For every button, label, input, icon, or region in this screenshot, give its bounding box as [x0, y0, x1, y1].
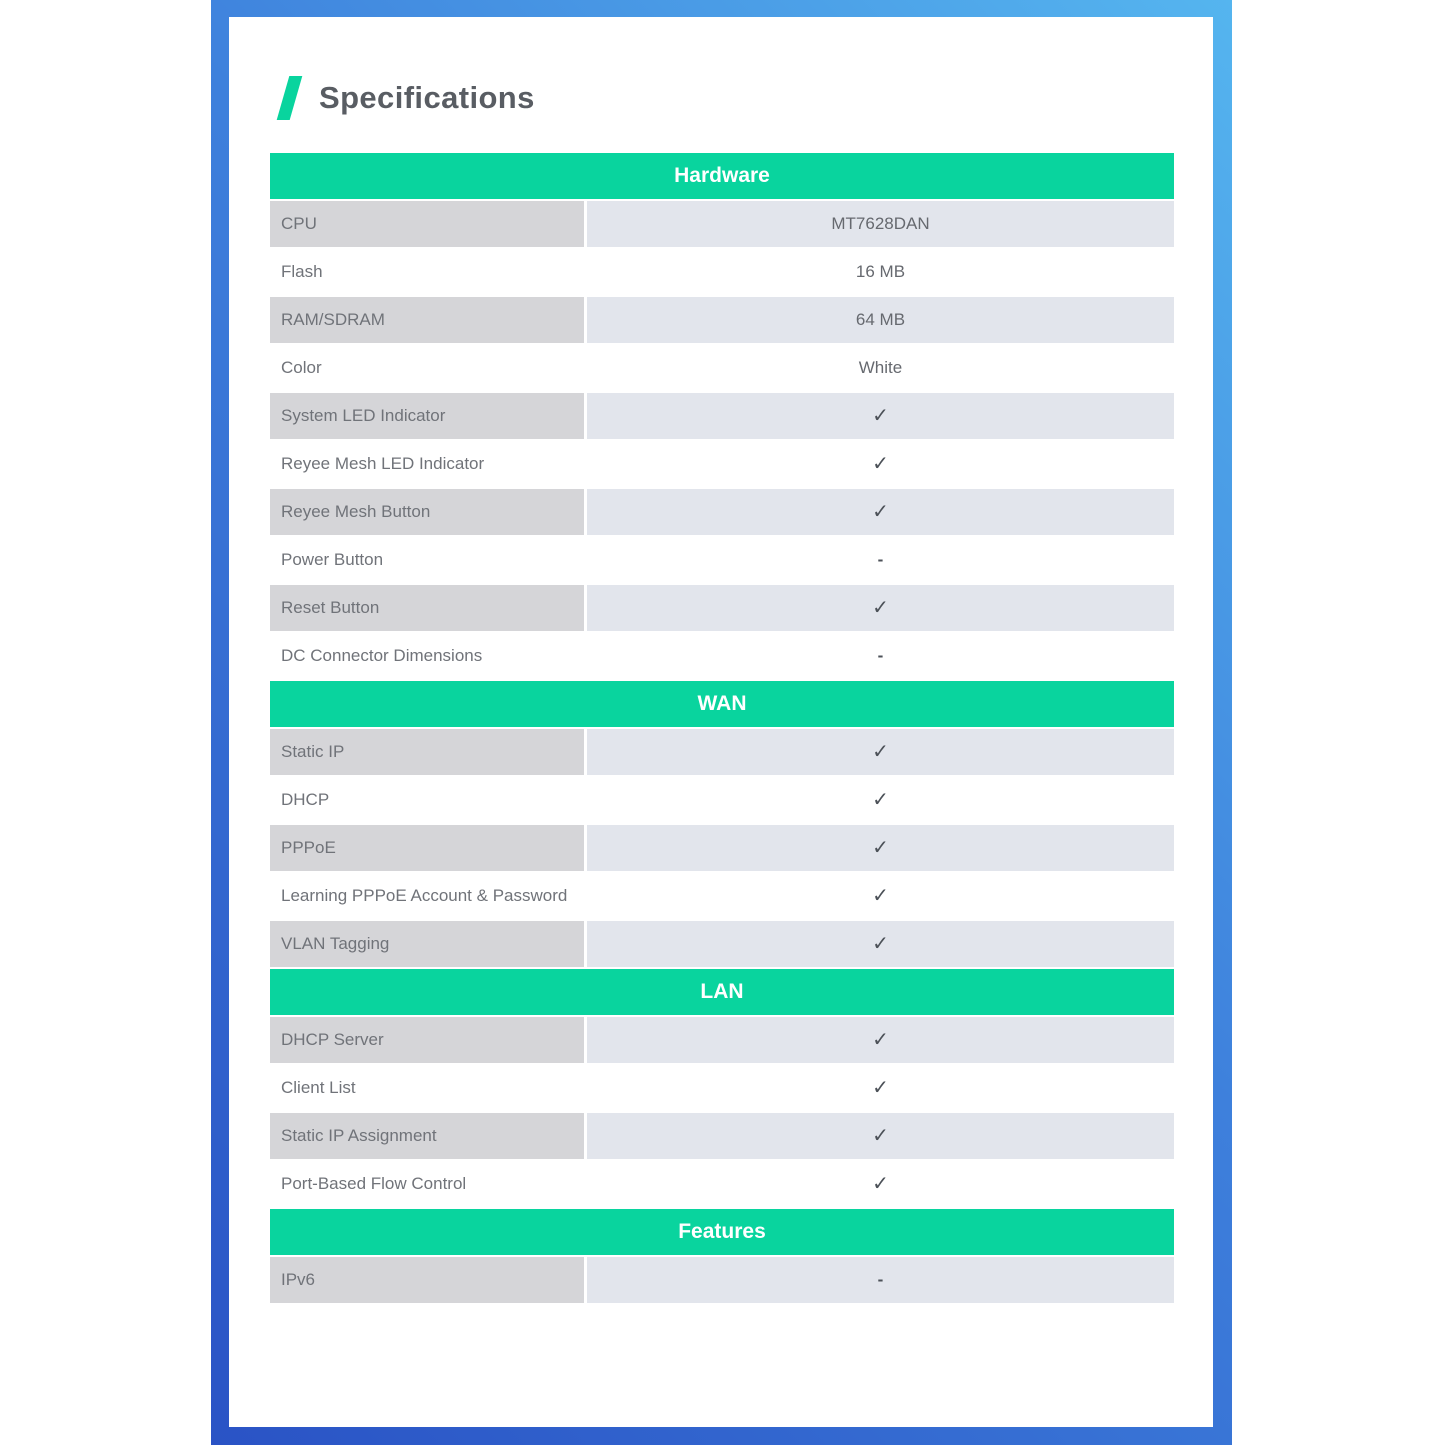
row-value — [587, 633, 1174, 679]
table-row — [270, 777, 1174, 823]
check-icon: ✓ — [872, 453, 889, 475]
row-label: Color — [281, 358, 322, 377]
row-value — [587, 489, 1174, 535]
check-icon: ✓ — [872, 1125, 889, 1147]
table-row — [270, 825, 1174, 871]
row-label: Reyee Mesh Button — [270, 489, 584, 535]
check-icon: ✓ — [872, 405, 889, 427]
table-row — [270, 537, 1174, 583]
row-value — [587, 1113, 1174, 1159]
table-row — [270, 345, 1174, 391]
check-icon: ✓ — [872, 501, 889, 523]
table-row — [270, 201, 1174, 247]
table-row — [270, 729, 1174, 775]
row-value — [587, 729, 1174, 775]
table-row — [270, 585, 1174, 631]
table-row — [270, 633, 1174, 679]
row-label: PPPoE — [270, 825, 584, 871]
row-label: Reset Button — [270, 585, 584, 631]
row-label: IPv6 — [270, 1257, 584, 1303]
row-value: White — [858, 358, 903, 377]
check-icon: ✓ — [872, 1077, 889, 1099]
row-value — [587, 1257, 1174, 1303]
row-label: DHCP — [281, 790, 330, 809]
row-value — [587, 537, 1174, 583]
row-label: CPU — [270, 201, 584, 247]
check-icon: ✓ — [872, 837, 889, 859]
row-label: Static IP — [270, 729, 584, 775]
table-row — [270, 1113, 1174, 1159]
table-row — [270, 921, 1174, 967]
dash-value: - — [877, 646, 884, 665]
row-label: Client List — [281, 1078, 356, 1097]
row-label: Power Button — [281, 550, 384, 569]
check-icon: ✓ — [872, 1173, 889, 1195]
table-row — [270, 873, 1174, 919]
row-value — [587, 873, 1174, 919]
section-header-lan: LAN — [270, 969, 1174, 1015]
check-icon: ✓ — [872, 789, 889, 811]
row-label: System LED Indicator — [270, 393, 584, 439]
row-value: 64 MB — [587, 297, 1174, 343]
row-value — [587, 441, 1174, 487]
page-title-row — [283, 75, 1213, 121]
check-icon: ✓ — [872, 597, 889, 619]
row-label: Learning PPPoE Account & Password — [281, 886, 568, 905]
check-icon: ✓ — [872, 1029, 889, 1051]
check-icon: ✓ — [872, 741, 889, 763]
row-value — [587, 777, 1174, 823]
table-row — [270, 249, 1174, 295]
row-value — [587, 393, 1174, 439]
row-label: Reyee Mesh LED Indicator — [281, 454, 485, 473]
table-row — [270, 441, 1174, 487]
row-label: Port-Based Flow Control — [281, 1174, 467, 1193]
table-row — [270, 297, 1174, 343]
row-value — [587, 921, 1174, 967]
section-header-wan: WAN — [270, 681, 1174, 727]
table-row — [270, 1257, 1174, 1303]
row-value: MT7628DAN — [587, 201, 1174, 247]
table-row — [270, 1065, 1174, 1111]
content-card — [229, 17, 1213, 1427]
check-icon: ✓ — [872, 885, 889, 907]
row-value: 16 MB — [855, 262, 906, 281]
table-row — [270, 393, 1174, 439]
specifications-table — [270, 153, 1174, 1303]
row-value — [587, 1161, 1174, 1207]
row-value — [587, 1017, 1174, 1063]
row-label: DC Connector Dimensions — [281, 646, 483, 665]
row-label: Flash — [281, 262, 323, 281]
row-label: Static IP Assignment — [270, 1113, 584, 1159]
row-label: DHCP Server — [270, 1017, 584, 1063]
row-label: RAM/SDRAM — [270, 297, 584, 343]
blue-gradient-frame — [211, 0, 1232, 1445]
section-header-features: Features — [270, 1209, 1174, 1255]
table-row — [270, 1161, 1174, 1207]
table-row — [270, 1017, 1174, 1063]
row-value — [587, 585, 1174, 631]
page-title: Specifications — [319, 80, 535, 115]
dash-value: - — [877, 550, 884, 569]
check-icon: ✓ — [872, 933, 889, 955]
table-row — [270, 489, 1174, 535]
row-value — [587, 1065, 1174, 1111]
section-header-hardware: Hardware — [270, 153, 1174, 199]
green-slash-icon — [277, 76, 303, 120]
row-label: VLAN Tagging — [270, 921, 584, 967]
dash-value: - — [877, 1270, 884, 1289]
row-value — [587, 825, 1174, 871]
